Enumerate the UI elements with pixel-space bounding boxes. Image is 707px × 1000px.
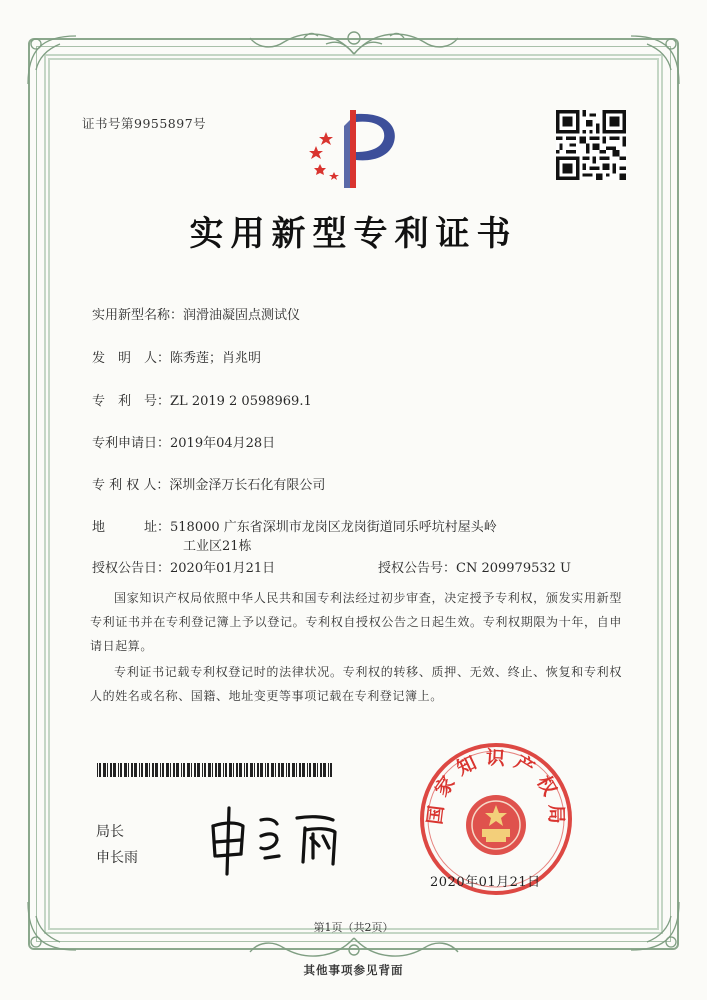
seal-date: 2020年01月21日 — [430, 875, 541, 890]
field-value: 陈秀莲；肖兆明 — [170, 351, 262, 366]
bottom-ornament-icon — [244, 934, 464, 964]
director-name: 申长雨 — [96, 850, 138, 866]
field-value: 518000 广东省深圳市龙岗区龙岗街道同乐呼坑村屋头岭 — [170, 520, 497, 535]
barcode-icon — [97, 763, 335, 777]
signature-icon — [205, 798, 355, 876]
seal-text: 国家知识产权局 — [423, 746, 568, 832]
field-application-date — [92, 432, 275, 451]
field-grant-announcement-number — [378, 557, 571, 576]
field-utility-model-name — [92, 304, 300, 323]
certificate-title: 实用新型专利证书 — [189, 214, 518, 254]
field-label: 专利申请日： — [92, 436, 171, 451]
corner-ornament-icon — [625, 30, 685, 90]
field-patentee — [92, 474, 325, 493]
field-label: 授权公告号： — [378, 561, 457, 576]
field-address-line2: 工业区21栋 — [183, 539, 252, 554]
field-value: CN 209979532 U — [456, 561, 571, 576]
footer-note: 其他事项参见背面 — [303, 963, 404, 977]
field-label: 发 明 人： — [92, 351, 171, 366]
field-label: 专 利 权 人： — [92, 478, 170, 493]
field-inventor — [92, 347, 261, 366]
field-label: 授权公告日： — [92, 561, 171, 576]
certificate-number: 证书号第9955897号 — [82, 116, 207, 131]
corner-ornament-icon — [22, 30, 82, 90]
cnipa-logo-icon — [298, 106, 408, 192]
field-value: ZL 2019 2 0598969.1 — [170, 394, 312, 409]
field-value: 2019年04月28日 — [170, 436, 276, 451]
legal-status-paragraph: 专利证书记载专利权登记时的法律状况。专利权的转移、质押、无效、终止、恢复和专利权人的姓名或名称、国籍、地址变更等事项记载在专利登记簿上。 — [90, 665, 622, 703]
field-label: 专 利 号： — [92, 394, 171, 409]
field-address — [92, 516, 497, 535]
grant-statement-paragraph: 国家知识产权局依照中华人民共和国专利法经过初步审查，决定授予专利权，颁发实用新型专利证书并在专利登记簿上予以登记。专利权自授权公告之日起生效。专利权期限为十年，自申请日起算。 — [90, 591, 622, 653]
field-label: 地 址： — [92, 520, 171, 535]
field-patent-number — [92, 390, 312, 409]
field-value: 2020年01月21日 — [170, 561, 276, 576]
page-number: 第1页（共2页） — [313, 921, 394, 934]
field-value: 润滑油凝固点测试仪 — [183, 308, 301, 323]
top-ornament-icon — [244, 24, 464, 58]
field-label: 实用新型名称： — [92, 308, 184, 323]
qr-code-icon — [556, 110, 626, 180]
field-grant-announcement-date — [92, 557, 275, 576]
field-value: 深圳金泽万长石化有限公司 — [169, 478, 326, 493]
director-title: 局长 — [96, 824, 124, 840]
